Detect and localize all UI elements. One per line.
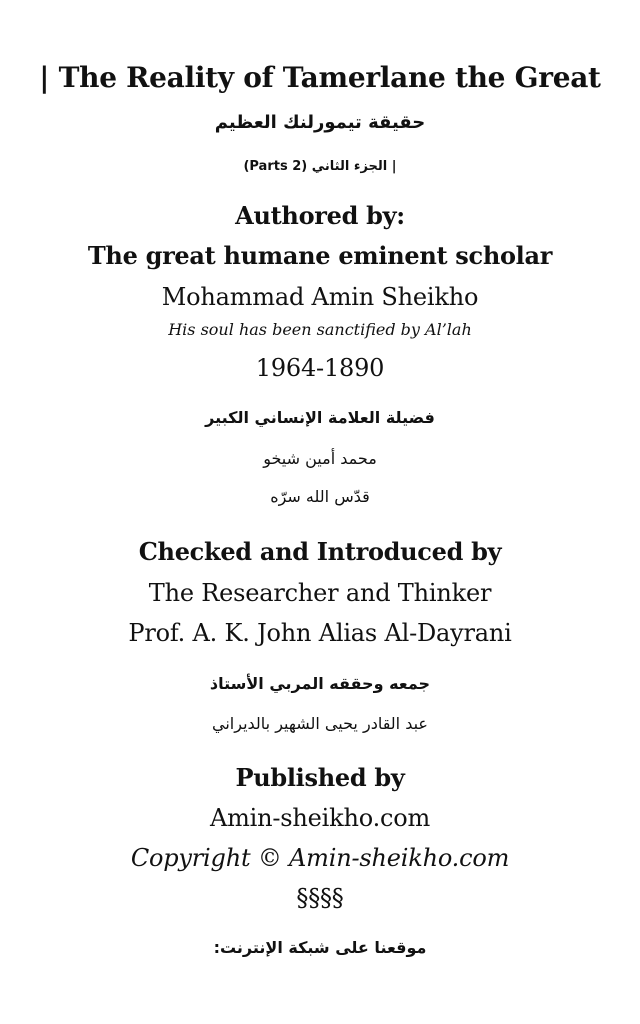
soul-note: His soul has been sanctified by Al’lah [168,320,472,339]
publisher-site: Amin-sheikho.com [209,804,431,832]
arabic-collected-label: جمعه وحققه المربي الأستاذ [209,674,431,693]
researcher-name: Prof. A. K. John Alias Al-Dayrani [128,619,512,647]
arabic-book-title: حقيقة تيمورلنك العظيم [214,112,426,133]
parts-label: (Parts 2) الجزء الثاني | [243,159,397,174]
arabic-soul-note: قدّس الله سرّه [270,487,370,506]
arabic-author-title: فضيلة العلامة الإنساني الكبير [205,408,435,427]
checked-by-heading: Checked and Introduced by [138,537,502,566]
arabic-researcher-name: عبد القادر يحيى الشهير بالديراني [212,714,428,733]
author-name: Mohammad Amin Sheikho [161,283,479,311]
arabic-author-name: محمد أمين شيخو [263,449,377,468]
researcher-title: The Researcher and Thinker [148,579,492,607]
arabic-online-label: موقعنا على شبكة الإنترنت: [213,938,427,957]
author-title: The great humane eminent scholar [87,241,553,270]
author-years: 1964-1890 [255,354,385,382]
authored-by-heading: Authored by: [235,201,405,230]
published-by-heading: Published by [235,763,405,792]
copyright-notice: Copyright © Amin-sheikho.com [130,844,510,872]
book-title: | The Reality of Tamerlane the Great [39,61,601,94]
section-marks: §§§§ [296,884,344,912]
